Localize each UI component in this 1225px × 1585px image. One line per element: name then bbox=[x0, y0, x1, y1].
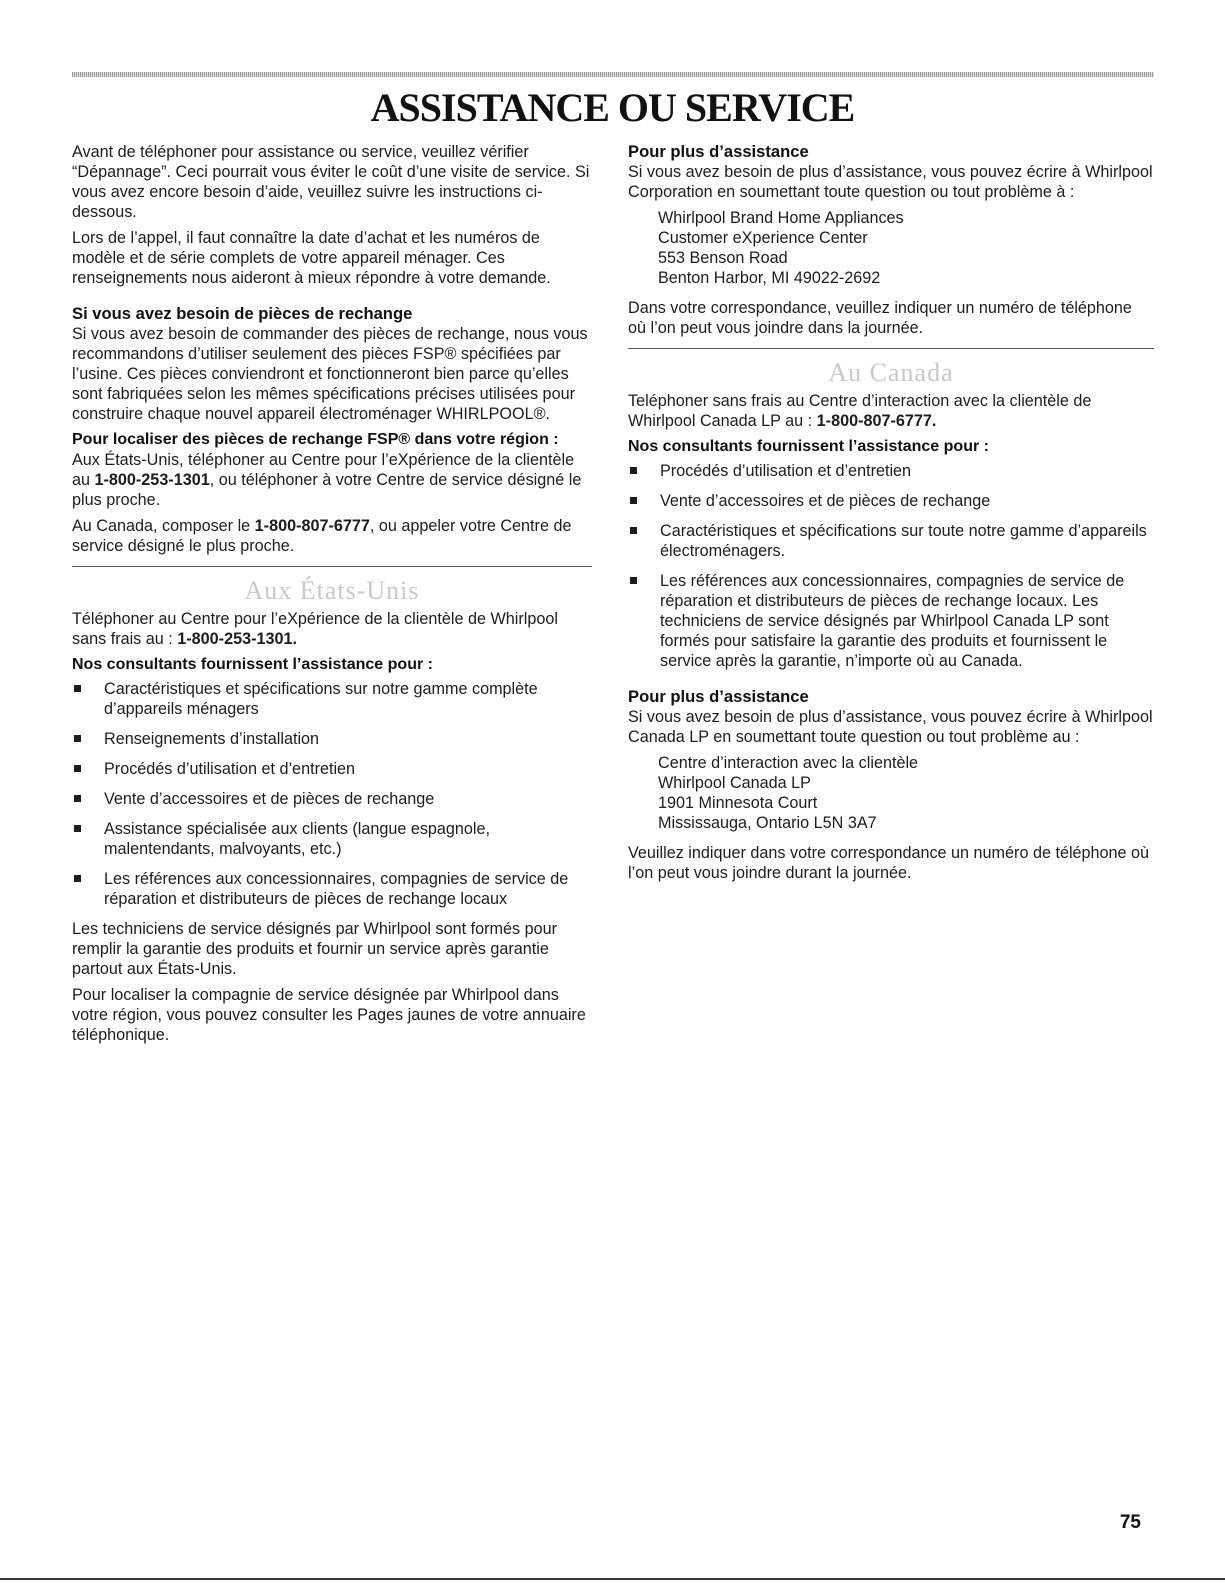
us-consultants-heading: Nos consultants fournissent l’assistance pour : bbox=[72, 656, 433, 673]
canada-more-assistance-heading: Pour plus d’assistance bbox=[628, 687, 809, 706]
us-services-list bbox=[72, 679, 592, 909]
list-item: Procédés d’utilisation et d’entretien bbox=[628, 461, 1154, 481]
locate-canada-paragraph: Au Canada, composer le 1-800-807-6777, ou appeler votre Centre de service désigné le plus proche. bbox=[72, 517, 572, 555]
bullet-square-icon bbox=[74, 685, 81, 692]
page-number: 75 bbox=[1119, 1512, 1141, 1533]
parts-paragraph: Si vous avez besoin de commander des pièces de rechange, nous vous recommandons d’utiliser seulement des pièces FSP® spécifiées par l’usine. Ces pièces conviendront et fonctionneront bien parce qu’elles sont fabriquées selon les mêmes spécifications précises utilisées pour construire chaque nouvel appareil électroménager WHIRLPOOL®. bbox=[72, 325, 588, 423]
canada-more-assistance-paragraph: Si vous avez besoin de plus d’assistance, vous pouvez écrire à Whirlpool Canada LP en soumettant toute question ou tout problème au : bbox=[628, 708, 1153, 746]
canada-services-list bbox=[628, 461, 1154, 671]
canada-call-paragraph: Teléphoner sans frais au Centre d’interaction avec la clientèle de Whirlpool Canada LP au : 1-800-807-6777. bbox=[628, 392, 1092, 430]
top-decorative-rule bbox=[72, 72, 1154, 77]
canada-consultants-heading: Nos consultants fournissent l’assistance pour : bbox=[628, 438, 989, 455]
us-mailing-address: Whirlpool Brand Home Appliances Customer eXperience Center 553 Benson Road Benton Harbor, MI 49022-2692 bbox=[658, 209, 904, 287]
page-title: ASSISTANCE OU SERVICE bbox=[370, 85, 855, 130]
bullet-square-icon bbox=[74, 825, 81, 832]
parts-heading: Si vous avez besoin de pièces de rechange bbox=[72, 304, 413, 323]
bullet-square-icon bbox=[74, 735, 81, 742]
bullet-square-icon bbox=[630, 497, 637, 504]
intro-paragraph-2: Lors de l’appel, il faut connaître la date d’achat et les numéros de modèle et de série complets de votre appareil ménager. Ces renseignements nous aideront à mieux répondre à votre demande. bbox=[72, 229, 551, 287]
list-item: Assistance spécialisée aux clients (langue espagnole, malentendants, malvoyants, etc.) bbox=[72, 819, 592, 859]
list-item: Renseignements d’installation bbox=[72, 729, 592, 749]
us-call-phone: 1-800-253-1301. bbox=[177, 630, 297, 648]
bottom-edge-rule bbox=[0, 1578, 1225, 1580]
locate-us-paragraph: Aux États-Unis, téléphoner au Centre pour l’eXpérience de la clientèle au 1-800-253-1301, ou téléphoner à votre Centre de service désigné le plus proche. bbox=[72, 451, 582, 509]
intro-paragraph-1: Avant de téléphoner pour assistance ou service, veuillez vérifier “Dépannage”. Ceci pourrait vous éviter le coût d’une visite de service. Si vous avez encore besoin d’aide, veuillez suivre les instructions ci-dessous. bbox=[72, 143, 590, 221]
list-item: Caractéristiques et spécifications sur notre gamme complète d’appareils ménagers bbox=[72, 679, 592, 719]
bullet-square-icon bbox=[74, 875, 81, 882]
list-item: Vente d’accessoires et de pièces de rechange bbox=[72, 789, 592, 809]
us-section-title: Aux États-Unis bbox=[244, 576, 420, 605]
canada-section-title: Au Canada bbox=[828, 358, 954, 387]
more-assistance-heading: Pour plus d’assistance bbox=[628, 142, 809, 161]
bullet-square-icon bbox=[630, 467, 637, 474]
bullet-square-icon bbox=[630, 527, 637, 534]
more-assistance-paragraph: Si vous avez besoin de plus d’assistance, vous pouvez écrire à Whirlpool Corporation en soumettant toute question ou tout problème à : bbox=[628, 163, 1153, 201]
us-technicians-paragraph: Les techniciens de service désignés par Whirlpool sont formés pour remplir la garantie des produits et fournir un service après garantie partout aux États-Unis. bbox=[72, 920, 557, 978]
right-column bbox=[628, 142, 1154, 889]
list-item: Procédés d’utilisation et d’entretien bbox=[72, 759, 592, 779]
locate-parts-heading: Pour localiser des pièces de rechange FSP® dans votre région : bbox=[72, 431, 559, 448]
bullet-square-icon bbox=[630, 577, 637, 584]
list-item: Vente d’accessoires et de pièces de rechange bbox=[628, 491, 1154, 511]
canada-correspondence-paragraph: Veuillez indiquer dans votre correspondance un numéro de téléphone où l’on peut vous joindre durant la journée. bbox=[628, 844, 1150, 882]
us-phone-number: 1-800-253-1301 bbox=[94, 471, 210, 489]
us-correspondence-paragraph: Dans votre correspondance, veuillez indiquer un numéro de téléphone où l’on peut vous joindre dans la journée. bbox=[628, 299, 1132, 337]
us-call-paragraph: Téléphoner au Centre pour l’eXpérience de la clientèle de Whirlpool sans frais au : 1-800-253-1301. bbox=[72, 610, 558, 648]
canada-call-phone: 1-800-807-6777. bbox=[816, 412, 937, 430]
section-divider bbox=[72, 566, 592, 567]
left-column bbox=[72, 142, 592, 1051]
canada-mailing-address: Centre d’interaction avec la clientèle Whirlpool Canada LP 1901 Minnesota Court Mississauga, Ontario L5N 3A7 bbox=[658, 754, 919, 832]
bullet-square-icon bbox=[74, 765, 81, 772]
section-divider bbox=[628, 348, 1154, 349]
canada-phone-number: 1-800-807-6777 bbox=[254, 517, 370, 535]
list-item: Les références aux concessionnaires, compagnies de service de réparation et distributeurs de pièces de rechange locaux. Les techniciens de service désignés par Whirlpool Canada LP sont formés pour satisfaire la garantie des produits et fournissent le service après la garantie, n’importe où au Canada. bbox=[628, 571, 1154, 671]
us-locate-service-paragraph: Pour localiser la compagnie de service désignée par Whirlpool dans votre région, vous pouvez consulter les Pages jaunes de votre annuaire téléphonique. bbox=[72, 986, 586, 1044]
list-item: Les références aux concessionnaires, compagnies de service de réparation et distributeurs de pièces de rechange locaux bbox=[72, 869, 592, 909]
bullet-square-icon bbox=[74, 795, 81, 802]
list-item: Caractéristiques et spécifications sur toute notre gamme d’appareils électroménagers. bbox=[628, 521, 1154, 561]
